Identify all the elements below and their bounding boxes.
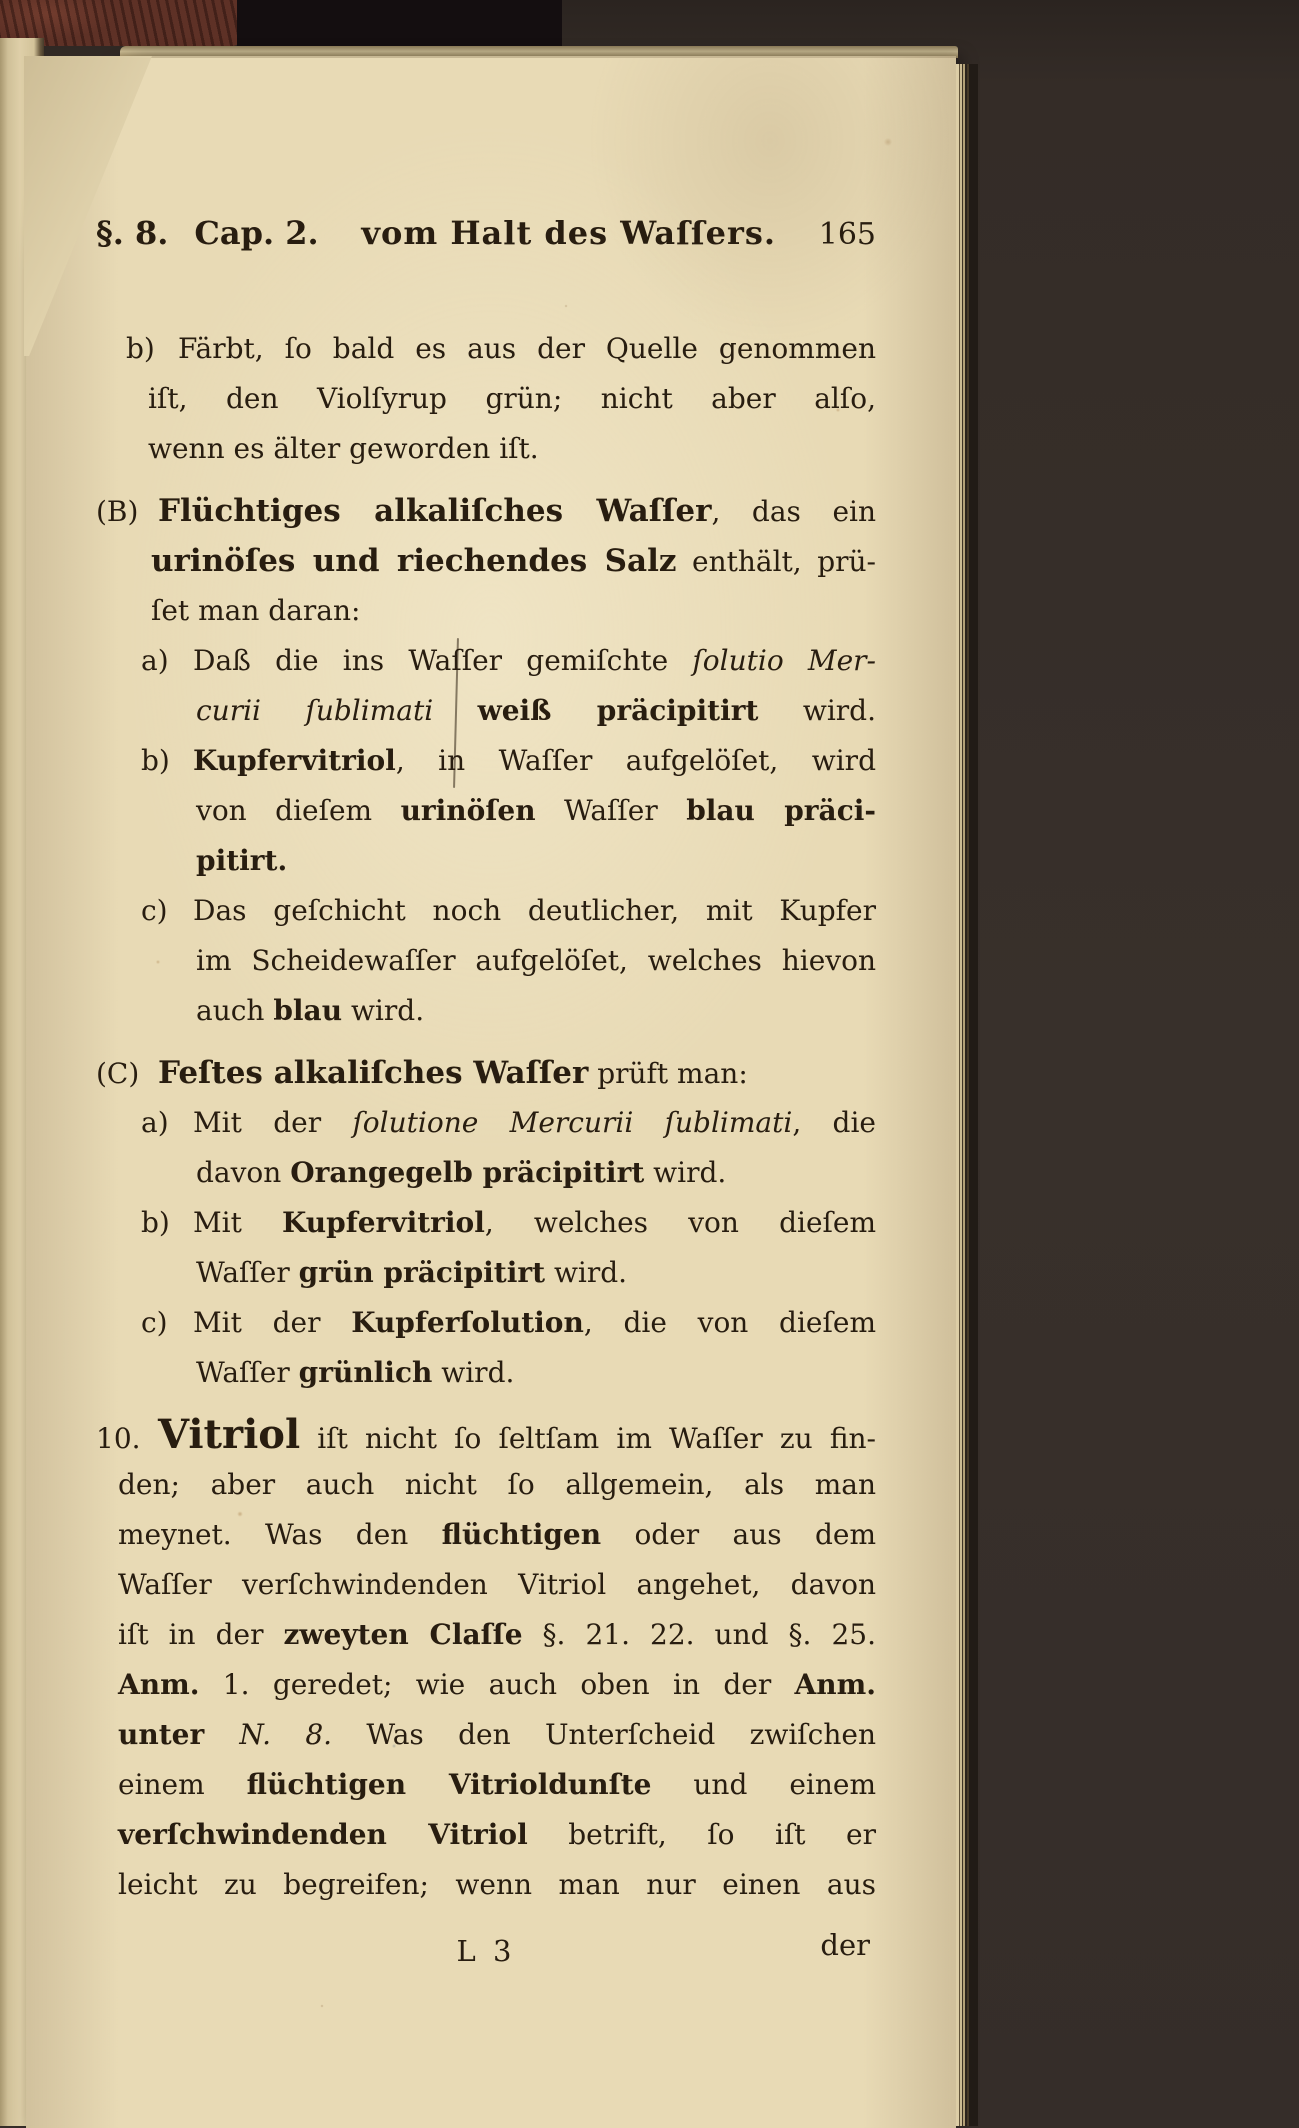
text-segment: blau bbox=[273, 994, 343, 1027]
text-segment: Flüchtiges alkaliſches Waſſer bbox=[158, 493, 712, 529]
text-segment: Feſtes alkaliſches Waſſer bbox=[158, 1055, 589, 1091]
text-line-17 bbox=[96, 1148, 876, 1198]
line-label: (B) bbox=[96, 495, 139, 528]
text-segment: pitirt. bbox=[196, 844, 288, 877]
signature-mark: L 3 bbox=[456, 1934, 516, 1968]
text-segment: Kupfervitriol bbox=[282, 1206, 485, 1239]
text-segment: im Scheidewaſſer aufgelöſet, welches hievon bbox=[196, 944, 876, 977]
header-left bbox=[96, 208, 319, 258]
text-line-19 bbox=[96, 1248, 876, 1298]
text-segment: leicht zu begreifen; wenn man nur einen aus bbox=[118, 1868, 876, 1901]
text-line-18 bbox=[96, 1198, 876, 1248]
text-segment: 1. geredet; wie auch oben in der bbox=[199, 1668, 795, 1701]
line-label: c) bbox=[141, 1306, 168, 1339]
text-segment: und einem bbox=[651, 1768, 876, 1801]
text-segment: Waſſer bbox=[196, 1256, 299, 1289]
text-segment: Anm. bbox=[794, 1668, 876, 1701]
page-number: 165 bbox=[818, 217, 876, 252]
text-segment: Daß die ins Waſſer gemiſchte bbox=[193, 644, 693, 677]
text-line-31 bbox=[96, 1860, 876, 1910]
text-segment: Kupfervitriol bbox=[193, 744, 396, 777]
book-binding-dark-band bbox=[237, 0, 562, 52]
text-line-5 bbox=[96, 536, 876, 586]
text-segment: §. 21. 22. und §. 25. bbox=[522, 1618, 877, 1651]
page-header bbox=[96, 208, 876, 258]
text-segment: oder aus dem bbox=[601, 1518, 876, 1551]
text-segment: ſolutio Mer- bbox=[692, 644, 876, 677]
text-segment: wird. bbox=[545, 1256, 628, 1289]
text-line-8 bbox=[96, 686, 876, 736]
text-line-16 bbox=[96, 1098, 876, 1148]
text-segment: Das geſchicht noch deutlicher, mit Kupfer bbox=[193, 894, 876, 927]
text-segment: davon bbox=[196, 1156, 291, 1189]
text-segment: Vitriol bbox=[158, 1411, 301, 1458]
text-segment: Mit bbox=[193, 1206, 283, 1239]
text-segment: Mit der bbox=[193, 1306, 352, 1339]
text-segment: Mit der bbox=[193, 1106, 353, 1139]
text-line-29 bbox=[96, 1760, 876, 1810]
text-line-12 bbox=[96, 886, 876, 936]
text-segment: grün präcipitirt bbox=[298, 1256, 546, 1289]
text-segment: Was den Unterſcheid zwiſchen bbox=[332, 1718, 876, 1751]
running-title: vom Halt des Waſſers. bbox=[361, 214, 777, 252]
text-segment: enthält, prü- bbox=[676, 545, 877, 578]
page-content bbox=[96, 208, 876, 1976]
text-line-28 bbox=[96, 1710, 876, 1760]
text-segment: flüchtigen Vitrioldunſte bbox=[246, 1768, 652, 1801]
text-segment: Waſſer bbox=[535, 794, 687, 827]
text-line-26 bbox=[96, 1610, 876, 1660]
text-segment: Kupferſolution bbox=[351, 1306, 584, 1339]
text-segment: unter bbox=[118, 1718, 240, 1751]
line-label: (C) bbox=[96, 1057, 140, 1090]
text-segment: flüchtigen bbox=[441, 1518, 602, 1551]
text-segment: grünlich bbox=[298, 1356, 433, 1389]
text-segment: N. 8. bbox=[239, 1718, 333, 1751]
text-segment: meynet. Was den bbox=[118, 1518, 442, 1551]
section-mark: §. 8. bbox=[96, 214, 169, 252]
text-line-23 bbox=[96, 1460, 876, 1510]
line-label: c) bbox=[141, 894, 168, 927]
text-segment: Waſſer bbox=[196, 1356, 299, 1389]
text-body bbox=[96, 324, 876, 1910]
text-segment: iſt in der bbox=[118, 1618, 284, 1651]
text-line-22 bbox=[96, 1410, 876, 1460]
text-segment: , das ein bbox=[711, 495, 877, 528]
text-segment: Färbt, ſo bald es aus der Quelle genommen bbox=[178, 332, 876, 365]
text-segment: verſchwindenden Vitriol bbox=[118, 1818, 528, 1851]
text-segment: , die bbox=[792, 1106, 876, 1139]
text-segment: betrift, ſo iſt er bbox=[527, 1818, 876, 1851]
line-label: a) bbox=[141, 644, 169, 677]
text-line-7 bbox=[96, 636, 876, 686]
catchword: der bbox=[820, 1928, 870, 1962]
text-segment: , in Waſſer aufgelöſet, wird bbox=[395, 744, 876, 777]
text-segment: Waſſer verſchwindenden Vitriol angehet, davon bbox=[118, 1568, 876, 1601]
text-segment: Orangegelb präcipitirt bbox=[290, 1156, 645, 1189]
text-line-1 bbox=[96, 324, 876, 374]
text-segment: ſet man daran: bbox=[151, 594, 361, 627]
text-segment: wird. bbox=[432, 1356, 515, 1389]
text-line-24 bbox=[96, 1510, 876, 1560]
text-segment: wenn es älter geworden iſt. bbox=[148, 432, 539, 465]
text-line-20 bbox=[96, 1298, 876, 1348]
text-line-11 bbox=[96, 836, 876, 886]
text-segment: prüft man: bbox=[588, 1057, 748, 1090]
text-line-30 bbox=[96, 1810, 876, 1860]
text-line-2 bbox=[96, 374, 876, 424]
text-segment: blau präci- bbox=[686, 794, 876, 827]
line-label: 10. bbox=[96, 1422, 141, 1455]
text-segment: einem bbox=[118, 1768, 247, 1801]
page-fore-edges-right bbox=[956, 64, 978, 2126]
text-line-4 bbox=[96, 486, 876, 536]
text-line-27 bbox=[96, 1660, 876, 1710]
text-segment: curii ſublimati bbox=[196, 694, 478, 727]
text-line-3 bbox=[96, 424, 876, 474]
text-segment: den; aber auch nicht ſo allgemein, als man bbox=[118, 1468, 876, 1501]
text-segment: wird. bbox=[758, 694, 876, 727]
text-segment: urinöſes und riechendes Salz bbox=[151, 543, 677, 579]
text-line-6 bbox=[96, 586, 876, 636]
text-segment: iſt, den Violſyrup grün; nicht aber alſo, bbox=[148, 382, 876, 415]
text-segment: , welches von dieſem bbox=[484, 1206, 876, 1239]
text-line-21 bbox=[96, 1348, 876, 1398]
text-segment: zweyten Claſſe bbox=[283, 1618, 523, 1651]
text-segment: Anm. bbox=[118, 1668, 200, 1701]
text-segment: wird. bbox=[342, 994, 425, 1027]
line-label: b) bbox=[141, 1206, 170, 1239]
text-segment: weiß präcipitirt bbox=[477, 694, 759, 727]
text-line-15 bbox=[96, 1048, 876, 1098]
page-footer bbox=[96, 1926, 876, 1976]
line-label: a) bbox=[141, 1106, 169, 1139]
text-line-25 bbox=[96, 1560, 876, 1610]
chapter-mark: Cap. 2. bbox=[194, 214, 319, 252]
line-label: b) bbox=[126, 332, 155, 365]
text-line-13 bbox=[96, 936, 876, 986]
line-label: b) bbox=[141, 744, 170, 777]
text-segment: auch bbox=[196, 994, 274, 1027]
text-segment: iſt nicht ſo ſeltſam im Waſſer zu fin- bbox=[300, 1422, 876, 1455]
book-page bbox=[26, 56, 956, 2128]
text-line-14 bbox=[96, 986, 876, 1036]
text-line-10 bbox=[96, 786, 876, 836]
text-segment: ſolutione Mercurii ſublimati bbox=[352, 1106, 793, 1139]
text-segment: wird. bbox=[644, 1156, 727, 1189]
text-line-9 bbox=[96, 736, 876, 786]
text-segment: von dieſem bbox=[196, 794, 401, 827]
text-segment: urinöſen bbox=[400, 794, 536, 827]
text-segment: , die von dieſem bbox=[583, 1306, 876, 1339]
